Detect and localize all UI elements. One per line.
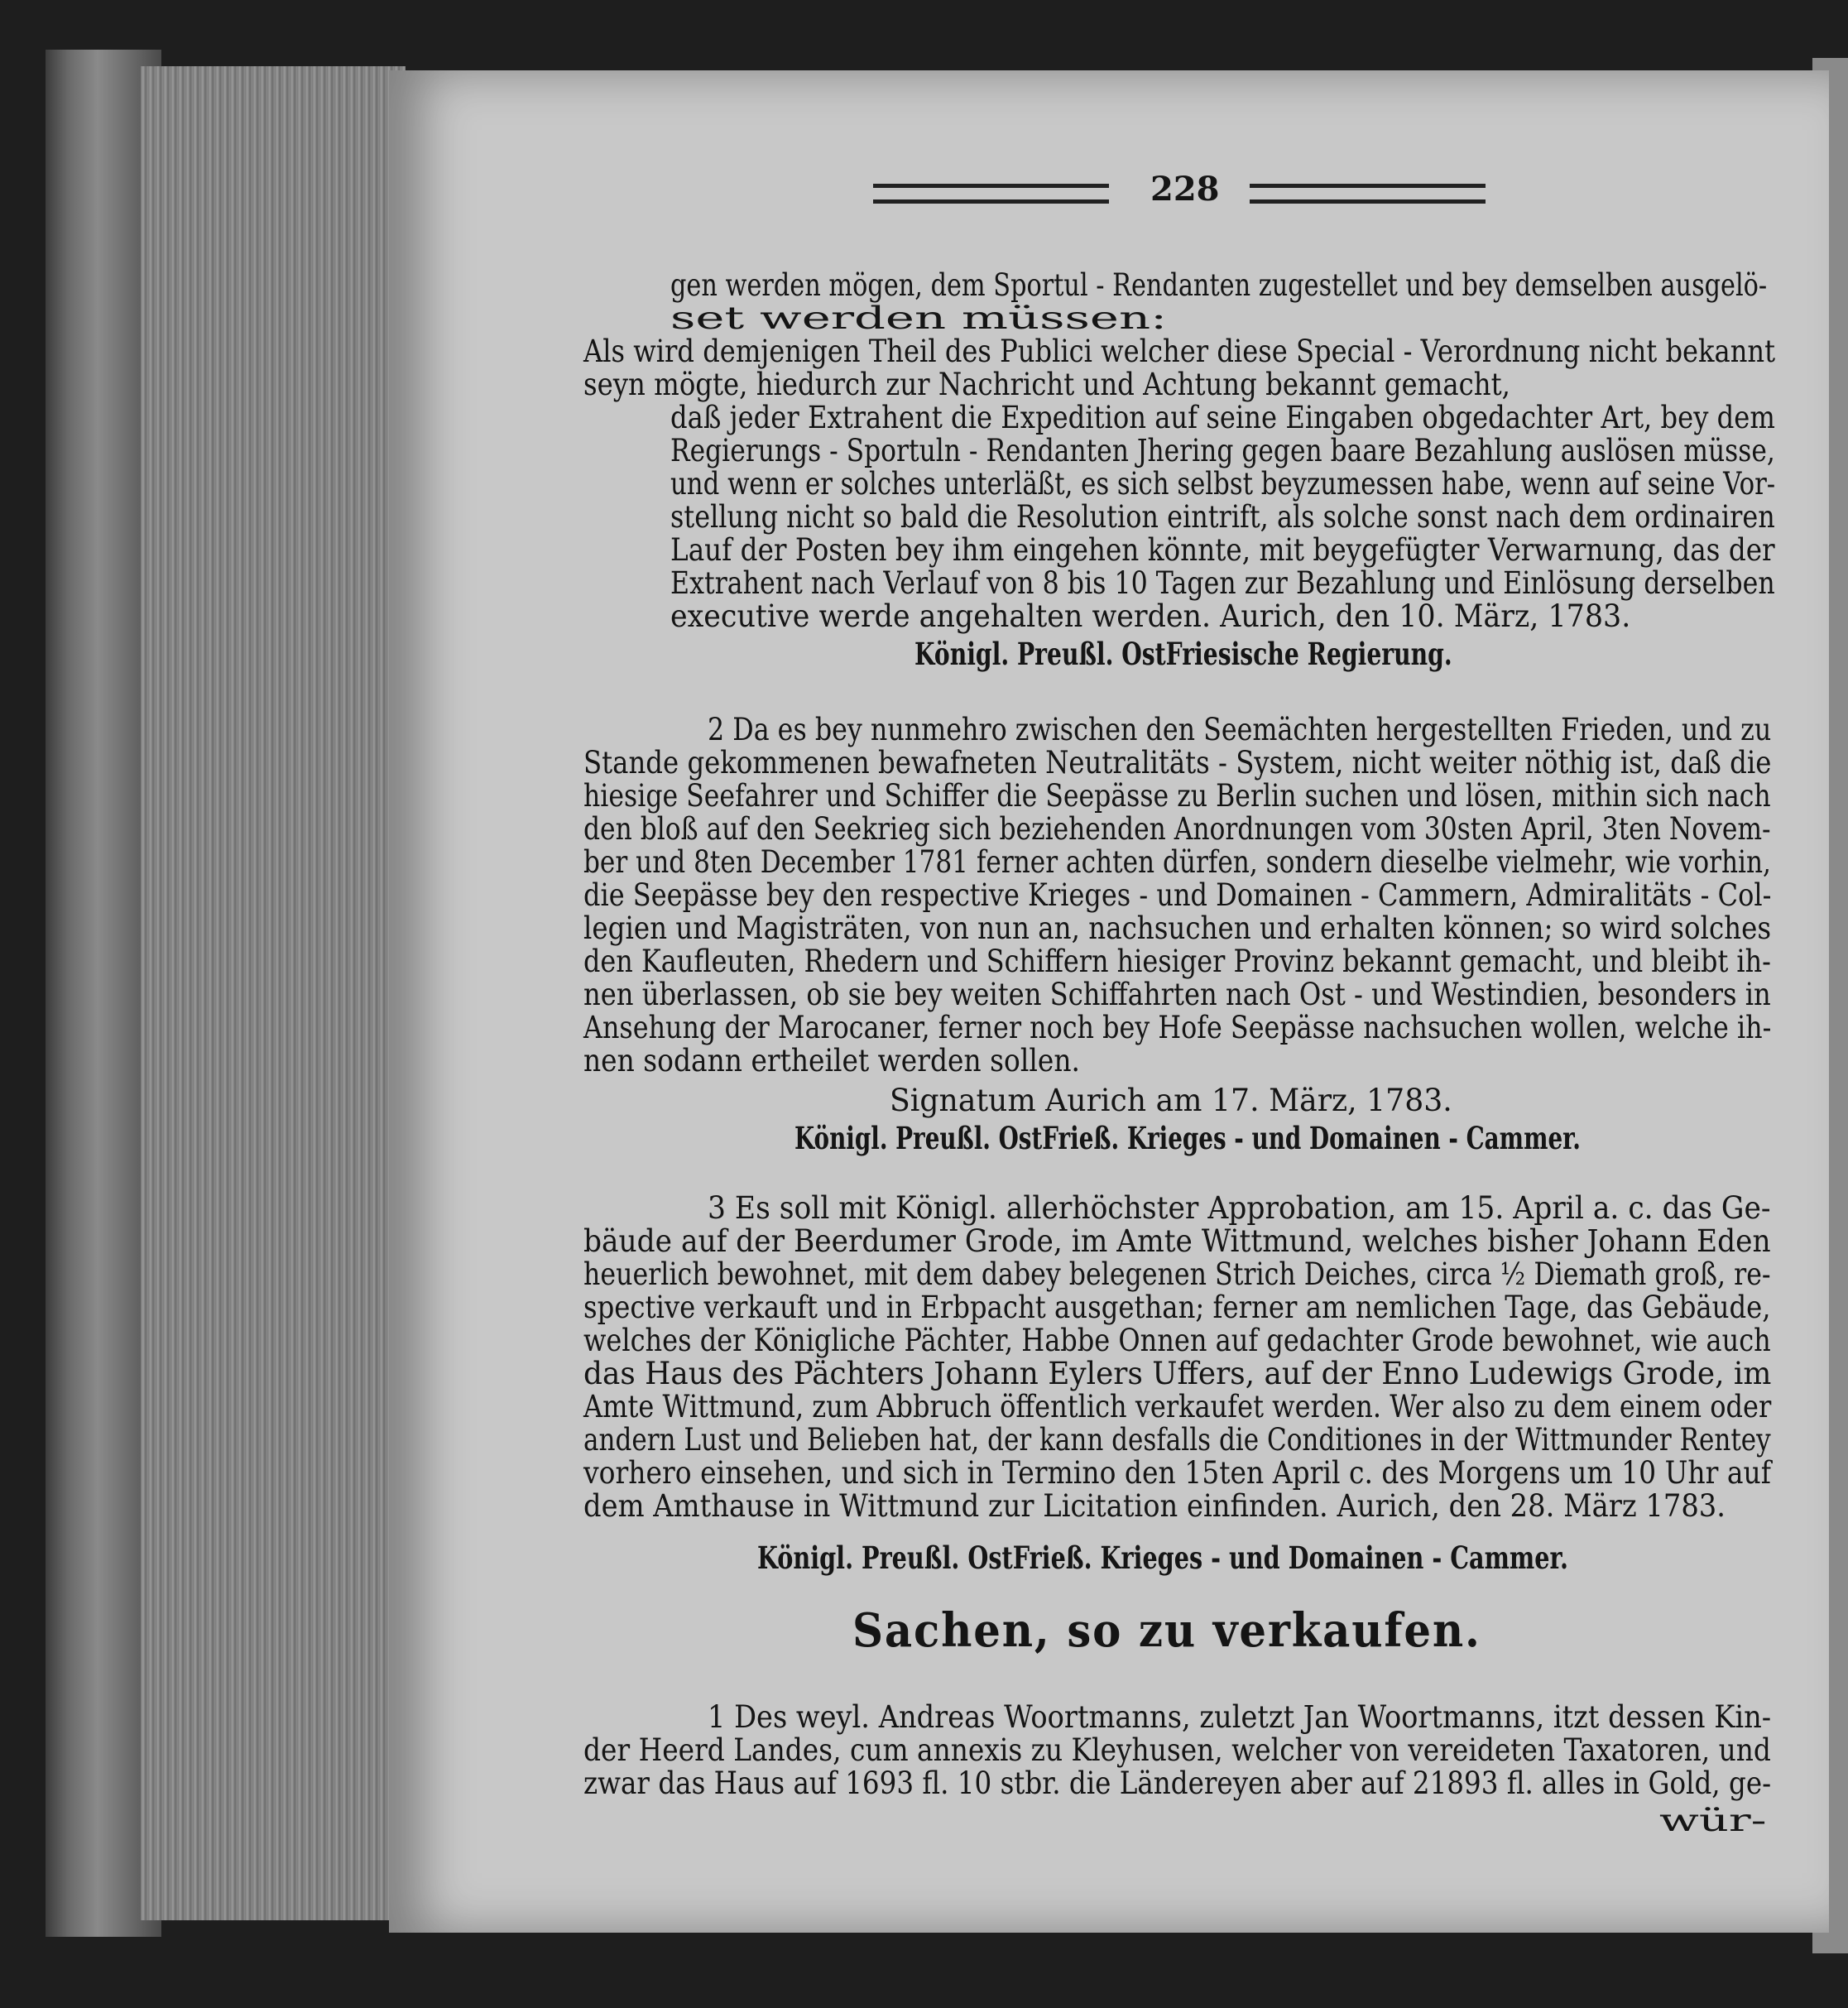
- body-line: vorhero einsehen, und sich in Termino den 15ten April c. des Morgens um 10 Uhr auf: [583, 1455, 1771, 1491]
- signature-regierung: Königl. Preußl. OstFriesische Regierung.: [914, 636, 1452, 672]
- body-line: Stande gekommenen bewafneten Neutralitäts - System, nicht weiter nöthig ist, daß die: [583, 745, 1772, 781]
- body-line: und wenn er solches unterläßt, es sich selbst beyzumessen habe, wenn auf seine Vor-: [670, 466, 1776, 502]
- body-line: den Kaufleuten, Rhedern und Schiffern hiesiger Provinz bekannt gemacht, und bleibt ih-: [583, 944, 1771, 979]
- body-line: heuerlich bewohnet, mit dem dabey belegenen Strich Deiches, circa ½ Diemath groß, re-: [583, 1256, 1771, 1292]
- body-line: spective verkauft und in Erbpacht ausgethan; ferner am nemlichen Tage, das Gebäude,: [583, 1290, 1771, 1325]
- body-line: daß jeder Extrahent die Expedition auf seine Eingaben obgedachter Art, bey dem: [670, 400, 1775, 435]
- body-line: seyn mögte, hiedurch zur Nachricht und Achtung bekannt gemacht,: [583, 367, 1510, 402]
- body-line: Ansehung der Marocaner, ferner noch bey Hofe Seepässe nachsuchen wollen, welche ih-: [583, 1010, 1772, 1045]
- body-line: dem Amthause in Wittmund zur Licitation einfinden. Aurich, den 28. März 1783.: [583, 1488, 1726, 1524]
- body-line: set werden müssen:: [670, 300, 1168, 336]
- body-line: 2 Da es bey nunmehro zwischen den Seemächten hergestellten Frieden, und zu: [708, 712, 1772, 747]
- catchword: wür-: [1659, 1803, 1767, 1838]
- body-line: der Heerd Landes, cum annexis zu Kleyhusen, welcher von vereideten Taxatoren, und: [583, 1732, 1771, 1768]
- body-line: das Haus des Pächters Johann Eylers Uffers, auf der Enno Ludewigs Grode, im: [583, 1356, 1772, 1391]
- signature-cammer: Königl. Preußl. OstFrieß. Krieges - und Domainen - Cammer.: [794, 1120, 1581, 1156]
- body-line: welches der Königliche Pächter, Habbe Onnen auf gedachter Grode bewohnet, wie auch: [583, 1323, 1771, 1358]
- body-line: Extrahent nach Verlauf von 8 bis 10 Tagen zur Bezahlung und Einlösung derselben: [670, 565, 1775, 601]
- body-line: legien und Magisträten, von nun an, nachsuchen und erhalten können; so wird solches: [583, 910, 1772, 946]
- body-line: gen werden mögen, dem Sportul - Rendanten zugestellet und bey demselben ausgelö-: [670, 267, 1768, 303]
- body-line: nen sodann ertheilet werden sollen.: [583, 1043, 1080, 1078]
- body-line: die Seepässe bey den respective Krieges - und Domainen - Cammern, Admiralitäts - Col-: [583, 877, 1772, 913]
- body-line: stellung nicht so bald die Resolution eintrift, als solche sonst nach dem ordinairen: [670, 499, 1775, 535]
- page-number: 228: [1150, 170, 1220, 209]
- body-line: Regierungs - Sportuln - Rendanten Jhering gegen baare Bezahlung auslösen müsse,: [670, 433, 1775, 468]
- body-line: Als wird demjenigen Theil des Publici welcher diese Special - Verordnung nicht bekannt: [583, 334, 1776, 369]
- body-line: hiesige Seefahrer und Schiffer die Seepässe zu Berlin suchen und lösen, mithin sich nach: [583, 778, 1771, 814]
- section-heading: Sachen, so zu verkaufen.: [852, 1603, 1481, 1658]
- header-rule-right: [1250, 184, 1486, 204]
- body-line: andern Lust und Belieben hat, der kann desfalls die Conditiones in der Wittmunder Rentey: [583, 1422, 1771, 1458]
- body-line: Amte Wittmund, zum Abbruch öffentlich verkaufet werden. Wer also zu dem einem oder: [583, 1389, 1772, 1424]
- signature-cammer: Königl. Preußl. OstFrieß. Krieges - und Domainen - Cammer.: [757, 1540, 1568, 1576]
- body-line: zwar das Haus auf 1693 fl. 10 stbr. die Ländereyen aber auf 21893 fl. alles in Gold, ge-: [583, 1765, 1772, 1801]
- header-rule-left: [873, 184, 1109, 204]
- body-line: 1 Des weyl. Andreas Woortmanns, zuletzt Jan Woortmanns, itzt dessen Kin-: [708, 1699, 1772, 1735]
- body-line: 3 Es soll mit Königl. allerhöchster Approbation, am 15. April a. c. das Ge-: [708, 1190, 1771, 1226]
- signatum-line: Signatum Aurich am 17. März, 1783.: [890, 1083, 1452, 1118]
- body-line: ber und 8ten December 1781 ferner achten dürfen, sondern dieselbe vielmehr, wie vorhin,: [583, 844, 1771, 880]
- body-line: bäude auf der Beerdumer Grode, im Amte Wittmund, welches bisher Johann Eden: [583, 1223, 1771, 1259]
- page-stack-edges: [141, 66, 406, 1920]
- body-line: executive werde angehalten werden. Aurich, den 10. März, 1783.: [670, 598, 1631, 634]
- body-line: Lauf der Posten bey ihm eingehen könnte, mit beygefügter Verwarnung, das der: [670, 532, 1775, 568]
- body-line: nen überlassen, ob sie bey weiten Schiffahrten nach Ost - und Westindien, besonders in: [583, 977, 1771, 1012]
- body-line: den bloß auf den Seekrieg sich beziehenden Anordnungen vom 30sten April, 3ten Novem-: [583, 811, 1771, 847]
